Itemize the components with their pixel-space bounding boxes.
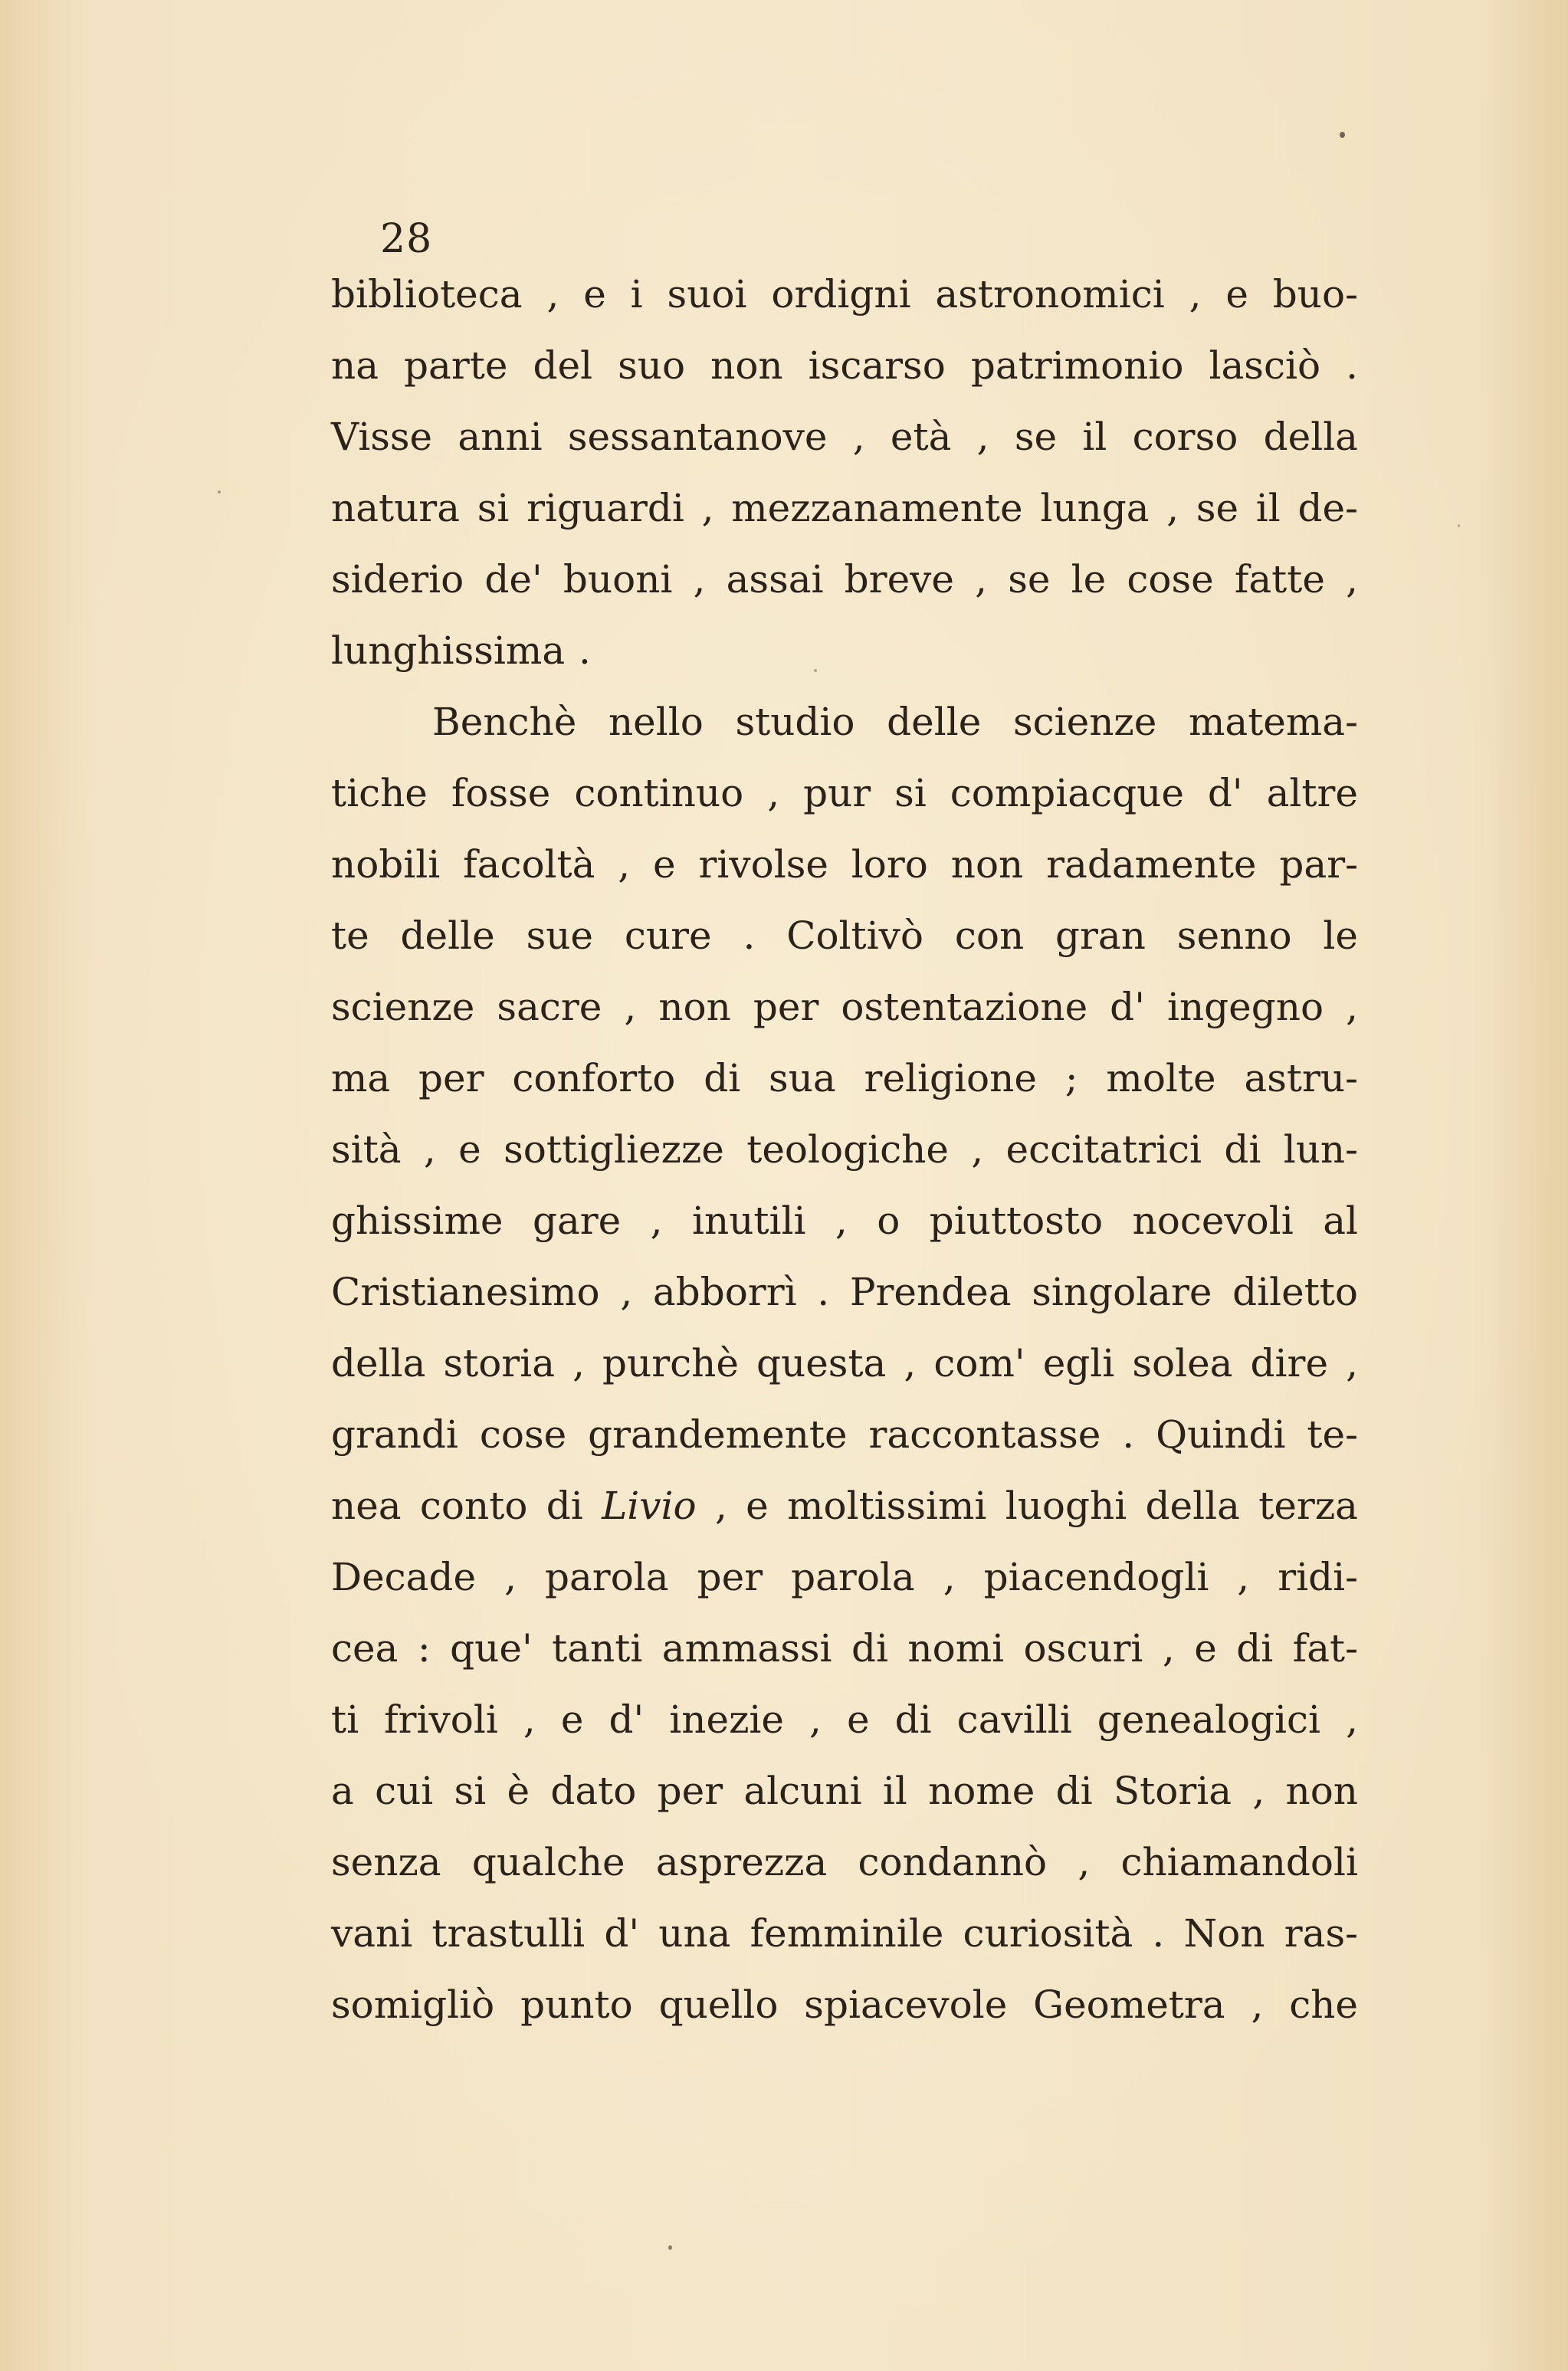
page-number: 28 [380, 216, 433, 262]
text-line: vani trastulli d' una femminile curiosità . Non ras- [331, 1911, 1358, 1956]
text-line: senza qualche asprezza condannò , chiamandoli [331, 1840, 1358, 1884]
text-line: na parte del suo non iscarso patrimonio lasciò . [331, 343, 1358, 388]
text-line: grandi cose grandemente raccontasse . Quindi te- [331, 1412, 1358, 1457]
ink-speck [1340, 132, 1345, 138]
ink-speck [1458, 524, 1460, 527]
text-line: della storia , purchè questa , com' egli solea dire , [331, 1341, 1358, 1386]
ink-speck [668, 2245, 672, 2250]
ink-speck [218, 490, 221, 494]
body-text [331, 259, 1358, 2041]
paragraph-start-line: Benchè nello studio delle scienze matema- [432, 700, 1358, 744]
text-line: biblioteca , e i suoi ordigni astronomici , e buo- [331, 272, 1358, 316]
text-line: lunghissima . [331, 628, 591, 673]
text-line: Decade , parola per parola , piacendogli , ridi- [331, 1555, 1358, 1599]
text-line: Visse anni sessantanove , età , se il corso della [331, 415, 1358, 459]
text-line: ghissime gare , inutili , o piuttosto nocevoli al [331, 1199, 1358, 1243]
text-line: ti frivoli , e d' inezie , e di cavilli genealogici , [331, 1697, 1358, 1742]
text-line: scienze sacre , non per ostentazione d' ingegno , [331, 985, 1358, 1029]
text-line: a cui si è dato per alcuni il nome di Storia , non [331, 1769, 1358, 1813]
text-line: natura si riguardi , mezzanamente lunga , se il de- [331, 486, 1358, 530]
italic-name: Livio [602, 1484, 697, 1528]
text-line: sità , e sottigliezze teologiche , eccitatrici di lun- [331, 1127, 1358, 1172]
text-line [331, 1471, 1358, 1542]
text-line: nobili facoltà , e rivolse loro non radamente par- [331, 842, 1358, 887]
text-line: tiche fosse continuo , pur si compiacque d' altre [331, 771, 1358, 815]
text-segment: , e moltissimi luoghi della terza [696, 1484, 1358, 1528]
text-line: Cristianesimo , abborrì . Prendea singolare diletto [331, 1270, 1358, 1314]
text-line: somigliò punto quello spiacevole Geometra , che [331, 1982, 1358, 2027]
text-line: cea : que' tanti ammassi di nomi oscuri , e di fat- [331, 1626, 1358, 1671]
text-line: te delle sue cure . Coltivò con gran senno le [331, 913, 1358, 958]
text-segment: nea conto di [331, 1484, 602, 1528]
text-line: siderio de' buoni , assai breve , se le cose fatte , [331, 557, 1358, 602]
text-line: ma per conforto di sua religione ; molte astru- [331, 1056, 1358, 1100]
